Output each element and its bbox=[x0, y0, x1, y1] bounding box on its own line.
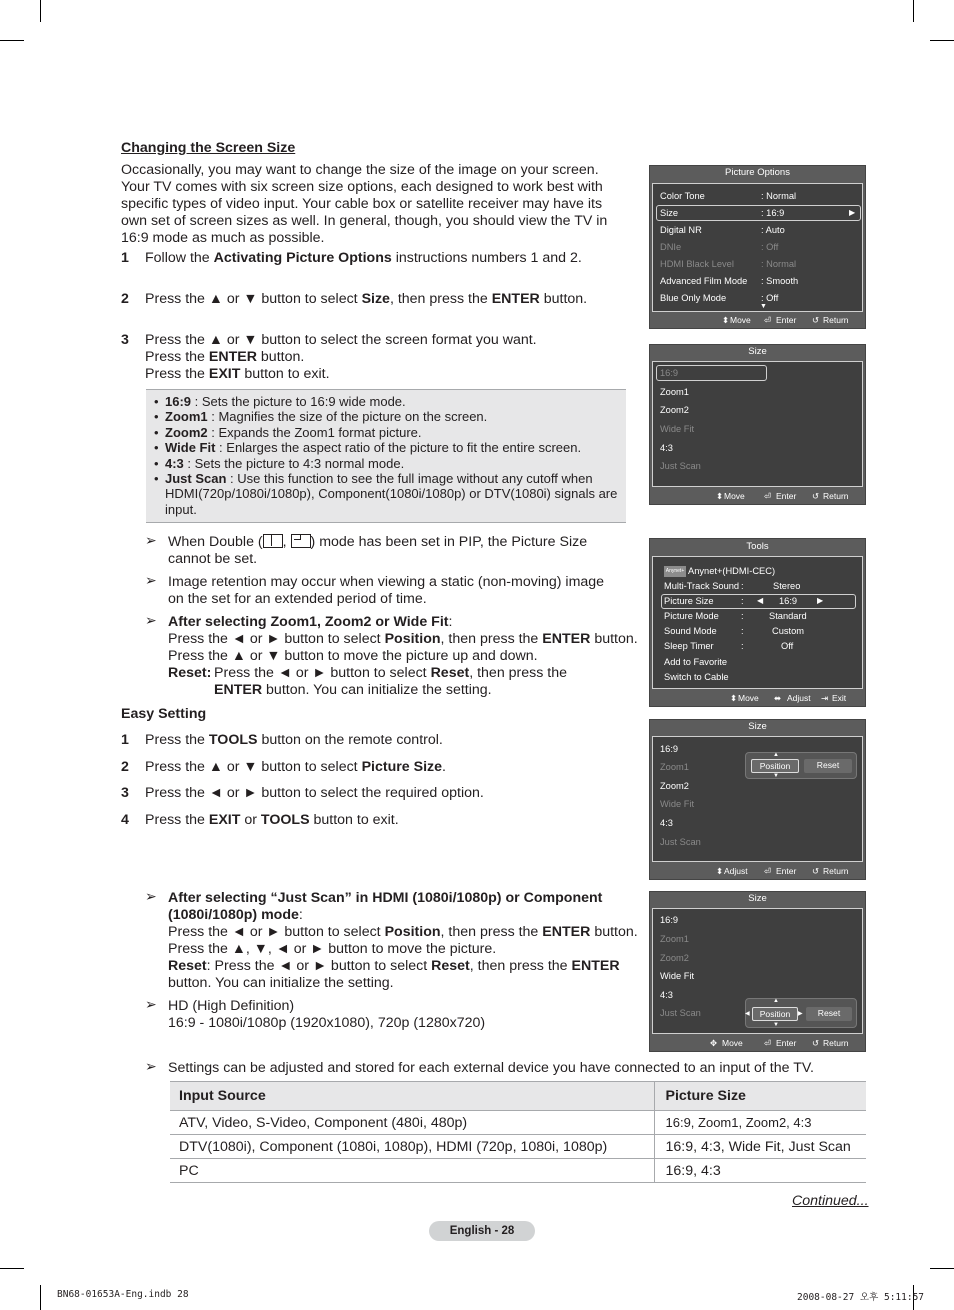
menu-label: Size bbox=[660, 208, 679, 218]
size-option: Just Scan bbox=[660, 461, 701, 471]
menu-value: Custom bbox=[772, 626, 805, 636]
footer-label: Return bbox=[823, 491, 849, 501]
screen-menu-area bbox=[652, 361, 863, 487]
menu-value: Off bbox=[781, 641, 794, 651]
easy-setting-title: Easy Setting bbox=[121, 706, 207, 722]
selection-highlight bbox=[656, 205, 861, 221]
enter-icon: ⏎ bbox=[764, 491, 772, 501]
up-arrow-icon: ▲ bbox=[773, 998, 779, 1004]
step-1-text: Follow the Activating Picture Options instructions numbers 1 and 2. bbox=[145, 250, 582, 266]
size-option: 16:9 bbox=[660, 744, 679, 754]
size-screen bbox=[649, 344, 866, 505]
footer-label: Move bbox=[730, 315, 751, 325]
size-option: 16:9 bbox=[660, 368, 679, 378]
list-item: • 16:9 : Sets the picture to 16:9 wide mode. bbox=[154, 394, 406, 409]
left-arrow-icon: ◀ bbox=[745, 1011, 750, 1017]
crop-mark bbox=[930, 1268, 954, 1269]
menu-value: : Off bbox=[761, 293, 779, 303]
screen-menu-area bbox=[652, 183, 863, 312]
screen-footer bbox=[650, 488, 865, 504]
list-item: • 4:3 : Sets the picture to 4:3 normal mode. bbox=[154, 455, 405, 471]
adjust-icon: ⬍ bbox=[716, 866, 724, 876]
footer-label: Enter bbox=[776, 866, 797, 876]
page-number: English - 28 bbox=[429, 1221, 535, 1241]
size-option: Just Scan bbox=[660, 1008, 701, 1018]
step-number: 4 bbox=[121, 812, 129, 828]
menu-label: Switch to Cable bbox=[664, 672, 729, 682]
move-icon: ✥ bbox=[710, 1038, 718, 1048]
easy-step-1: Press the TOOLS button on the remote control. bbox=[145, 732, 443, 748]
menu-value: Stereo bbox=[773, 581, 801, 591]
menu-value: Standard bbox=[769, 611, 807, 621]
step-number: 2 bbox=[121, 291, 129, 307]
menu-value: : Smooth bbox=[761, 276, 799, 286]
menu-label: Sound Mode bbox=[664, 626, 717, 636]
input-source-table bbox=[170, 1081, 866, 1183]
size-option: Wide Fit bbox=[660, 799, 695, 809]
menu-colon: : bbox=[741, 596, 744, 606]
move-icon: ⬍ bbox=[716, 491, 724, 501]
footer-label: Move bbox=[738, 693, 759, 703]
enter-icon: ⏎ bbox=[764, 315, 772, 325]
note-arrow-icon: ➢ bbox=[145, 888, 157, 904]
right-arrow-icon: ▶ bbox=[849, 208, 856, 217]
position-button[interactable]: Position bbox=[752, 1007, 798, 1021]
settings-note: Settings can be adjusted and stored for each external device you have connected to an input of the TV. bbox=[168, 1060, 814, 1076]
footer-label: Enter bbox=[776, 491, 797, 501]
list-item: • Zoom1 : Magnifies the size of the picture on the screen. bbox=[154, 409, 488, 425]
screen-title: Size bbox=[748, 721, 767, 732]
table-row bbox=[170, 1111, 866, 1135]
hd-note: HD (High Definition) 16:9 - 1080i/1080p (1920x1080), 720p (1280x720) bbox=[168, 998, 486, 1031]
reset-button[interactable]: Reset bbox=[806, 1007, 852, 1021]
screen-title: Picture Options bbox=[725, 167, 790, 178]
menu-colon: : bbox=[741, 581, 744, 591]
pip-note: When Double ( , ) mode has been set in PIP, the Picture Size cannot be set. bbox=[168, 534, 588, 567]
footer-label: Return bbox=[823, 315, 849, 325]
menu-value: : Normal bbox=[761, 191, 797, 201]
return-icon: ↺ bbox=[812, 315, 820, 325]
anynet-logo-icon: Anynet+ bbox=[664, 566, 686, 577]
position-button[interactable]: Position bbox=[751, 759, 799, 773]
crop-mark bbox=[40, 1285, 41, 1310]
footer-label: Move bbox=[722, 1038, 743, 1048]
table-cell: PC bbox=[170, 1159, 654, 1183]
list-item: • Wide Fit : Enlarges the aspect ratio of the picture to fit the entire screen. bbox=[154, 440, 582, 456]
screen-footer bbox=[650, 863, 865, 879]
easy-step-3: Press the ◄ or ► button to select the required option. bbox=[145, 785, 484, 801]
enter-icon: ⏎ bbox=[764, 1038, 772, 1048]
return-icon: ↺ bbox=[812, 491, 820, 501]
size-option: Zoom2 bbox=[660, 405, 689, 415]
screen-menu-area bbox=[652, 736, 863, 862]
size-option: 4:3 bbox=[660, 818, 673, 828]
return-icon: ↺ bbox=[812, 1038, 820, 1048]
screen-menu-area bbox=[652, 556, 863, 689]
menu-value: : Normal bbox=[761, 259, 797, 269]
exit-icon: ⇥ bbox=[821, 693, 829, 703]
size-just-scan-screen bbox=[649, 891, 866, 1052]
footer-label: Adjust bbox=[724, 866, 748, 876]
menu-colon: : bbox=[741, 611, 744, 621]
position-popup bbox=[745, 998, 857, 1028]
note-arrow-icon: ➢ bbox=[145, 1058, 157, 1074]
crop-mark bbox=[0, 40, 24, 41]
table-cell: 16:9, 4:3 bbox=[654, 1159, 866, 1183]
size-option: Zoom2 bbox=[660, 781, 689, 791]
print-file-info: BN68-01653A-Eng.indb 28 bbox=[57, 1289, 189, 1300]
note-arrow-icon: ➢ bbox=[145, 612, 157, 628]
screen-title: Size bbox=[748, 893, 767, 904]
size-option: Zoom2 bbox=[660, 953, 689, 963]
list-item: • Zoom2 : Expands the Zoom1 format picture. bbox=[154, 424, 422, 440]
table-cell: DTV(1080i), Component (1080i, 1080p), HDMI (720p, 1080i, 1080p) bbox=[170, 1135, 654, 1159]
list-item: • Just Scan : Use this function to see the full image without any cutoff when HDMI(720p/1080i/1080p), Component(1080i/1080p) or DTV(1080i) signals are input. bbox=[154, 471, 618, 517]
footer-label: Adjust bbox=[787, 693, 811, 703]
size-position-screen bbox=[649, 719, 866, 880]
zoom-note: After selecting Zoom1, Zoom2 or Wide Fit: Press the ◄ or ► button to select Position, then press the ENTER button. Press the ▲ or ▼ button to move the picture up and down. Reset: Press the ◄ or ► button to select Reset, then press the ENTER button. You can initialize the setting. bbox=[168, 614, 638, 698]
crop-mark bbox=[40, 0, 41, 22]
step-number: 1 bbox=[121, 250, 129, 266]
just-scan-note: After selecting “Just Scan” in HDMI (1080i/1080p) or Component (1080i/1080p) mode: Press the ◄ or ► button to select Position, then press the ENTER button. Press the ▲, ▼, ◄ or ► button to move the picture. Reset: Press the ◄ or ► button to select Reset, then press the ENTER button. You can initialize the setting. bbox=[168, 890, 638, 991]
down-arrow-icon: ▼ bbox=[773, 773, 779, 779]
menu-label: HDMI Black Level bbox=[660, 259, 734, 269]
scroll-down-icon: ▼ bbox=[760, 303, 767, 310]
footer-label: Enter bbox=[776, 315, 797, 325]
menu-label: Digital NR bbox=[660, 225, 702, 235]
right-arrow-icon: ▶ bbox=[798, 1011, 803, 1017]
screen-footer bbox=[650, 312, 865, 328]
menu-label: Add to Favorite bbox=[664, 657, 728, 667]
continued-label: Continued... bbox=[792, 1193, 869, 1209]
menu-colon: : bbox=[741, 641, 744, 651]
table-cell: ATV, Video, S-Video, Component (480i, 480p) bbox=[170, 1111, 654, 1135]
table-row bbox=[170, 1159, 866, 1183]
print-date-info: 2008-08-27 오후 5:11:57 bbox=[797, 1292, 925, 1303]
table-row bbox=[170, 1135, 866, 1159]
size-option: Wide Fit bbox=[660, 971, 695, 981]
size-option: Zoom1 bbox=[660, 387, 689, 397]
enter-icon: ⏎ bbox=[764, 866, 772, 876]
menu-label: DNIe bbox=[660, 242, 682, 252]
menu-label: Color Tone bbox=[660, 191, 705, 201]
menu-label: Anynet+(HDMI-CEC) bbox=[688, 566, 776, 576]
size-option: 4:3 bbox=[660, 990, 673, 1000]
screen-title: Size bbox=[748, 346, 767, 357]
screen-footer bbox=[650, 690, 865, 706]
menu-value: : Auto bbox=[761, 225, 785, 235]
intro-paragraph: Occasionally, you may want to change the size of the image on your screen. Your TV comes with six screen size options, each designed to work best with specific types of video input. Your cable box or satellite receiver may have its own set of screen sizes as well. In general, though, you should view the TV in 16:9 mode as much as possible. bbox=[121, 162, 608, 246]
menu-label: Multi-Track Sound bbox=[664, 581, 740, 591]
footer-label: Move bbox=[724, 491, 745, 501]
menu-value: : 16:9 bbox=[761, 208, 785, 218]
step-number: 3 bbox=[121, 332, 129, 348]
footer-label: Exit bbox=[832, 693, 847, 703]
crop-mark bbox=[0, 1268, 24, 1269]
size-options-box bbox=[146, 389, 626, 523]
down-arrow-icon: ▼ bbox=[773, 1022, 779, 1028]
menu-label: Picture Mode bbox=[664, 611, 719, 621]
left-arrow-icon: ◀ bbox=[757, 596, 764, 605]
right-arrow-icon: ▶ bbox=[817, 596, 824, 605]
pip-double-icon bbox=[291, 534, 311, 548]
retention-note: Image retention may occur when viewing a static (non-moving) image on the set for an extended period of time. bbox=[168, 574, 605, 607]
table-cell: 16:9, Zoom1, Zoom2, 4:3 bbox=[654, 1111, 866, 1135]
size-option: Zoom1 bbox=[660, 934, 689, 944]
step-number: 2 bbox=[121, 759, 129, 775]
menu-value: 16:9 bbox=[779, 596, 798, 606]
pip-double-icon bbox=[263, 534, 283, 548]
return-icon: ↺ bbox=[812, 866, 820, 876]
easy-step-2: Press the ▲ or ▼ button to select Picture Size. bbox=[145, 759, 446, 775]
move-icon: ⬍ bbox=[730, 693, 738, 703]
menu-label: Sleep Timer bbox=[664, 641, 714, 651]
size-option: Wide Fit bbox=[660, 424, 695, 434]
move-icon: ⬍ bbox=[722, 315, 730, 325]
up-arrow-icon: ▲ bbox=[773, 752, 779, 758]
reset-button[interactable]: Reset bbox=[804, 759, 852, 773]
crop-mark bbox=[930, 40, 954, 41]
footer-label: Return bbox=[823, 1038, 849, 1048]
menu-label: Advanced Film Mode bbox=[660, 276, 748, 286]
table-cell: 16:9, 4:3, Wide Fit, Just Scan bbox=[654, 1135, 866, 1159]
menu-value: : Off bbox=[761, 242, 779, 252]
size-option: 16:9 bbox=[660, 915, 679, 925]
crop-mark bbox=[913, 0, 914, 22]
menu-label: Blue Only Mode bbox=[660, 293, 727, 303]
easy-step-4: Press the EXIT or TOOLS button to exit. bbox=[145, 812, 399, 828]
position-popup bbox=[745, 752, 857, 779]
size-option: 4:3 bbox=[660, 443, 673, 453]
menu-colon: : bbox=[741, 626, 744, 636]
size-option: Just Scan bbox=[660, 837, 701, 847]
note-arrow-icon: ➢ bbox=[145, 996, 157, 1012]
screen-menu-area bbox=[652, 908, 863, 1034]
footer-label: Enter bbox=[776, 1038, 797, 1048]
note-arrow-icon: ➢ bbox=[145, 572, 157, 588]
screen-footer bbox=[650, 1035, 865, 1051]
step-number: 3 bbox=[121, 785, 129, 801]
column-header: Input Source bbox=[170, 1082, 654, 1111]
note-arrow-icon: ➢ bbox=[145, 532, 157, 548]
picture-options-screen bbox=[649, 165, 866, 329]
step-2-text: Press the ▲ or ▼ button to select Size, then press the ENTER button. bbox=[145, 291, 588, 307]
table-header-row bbox=[170, 1082, 866, 1111]
footer-label: Return bbox=[823, 866, 849, 876]
step-number: 1 bbox=[121, 732, 129, 748]
step-3-text: Press the ▲ or ▼ button to select the screen format you want. Press the ENTER button. Press the EXIT button to exit. bbox=[145, 332, 537, 382]
section-title: Changing the Screen Size bbox=[121, 140, 296, 156]
menu-label: Picture Size bbox=[664, 596, 714, 606]
screen-title: Tools bbox=[746, 541, 769, 552]
tools-screen bbox=[649, 538, 866, 707]
size-option: Zoom1 bbox=[660, 762, 689, 772]
column-header: Picture Size bbox=[654, 1082, 866, 1111]
adjust-icon: ⬌ bbox=[774, 693, 782, 703]
